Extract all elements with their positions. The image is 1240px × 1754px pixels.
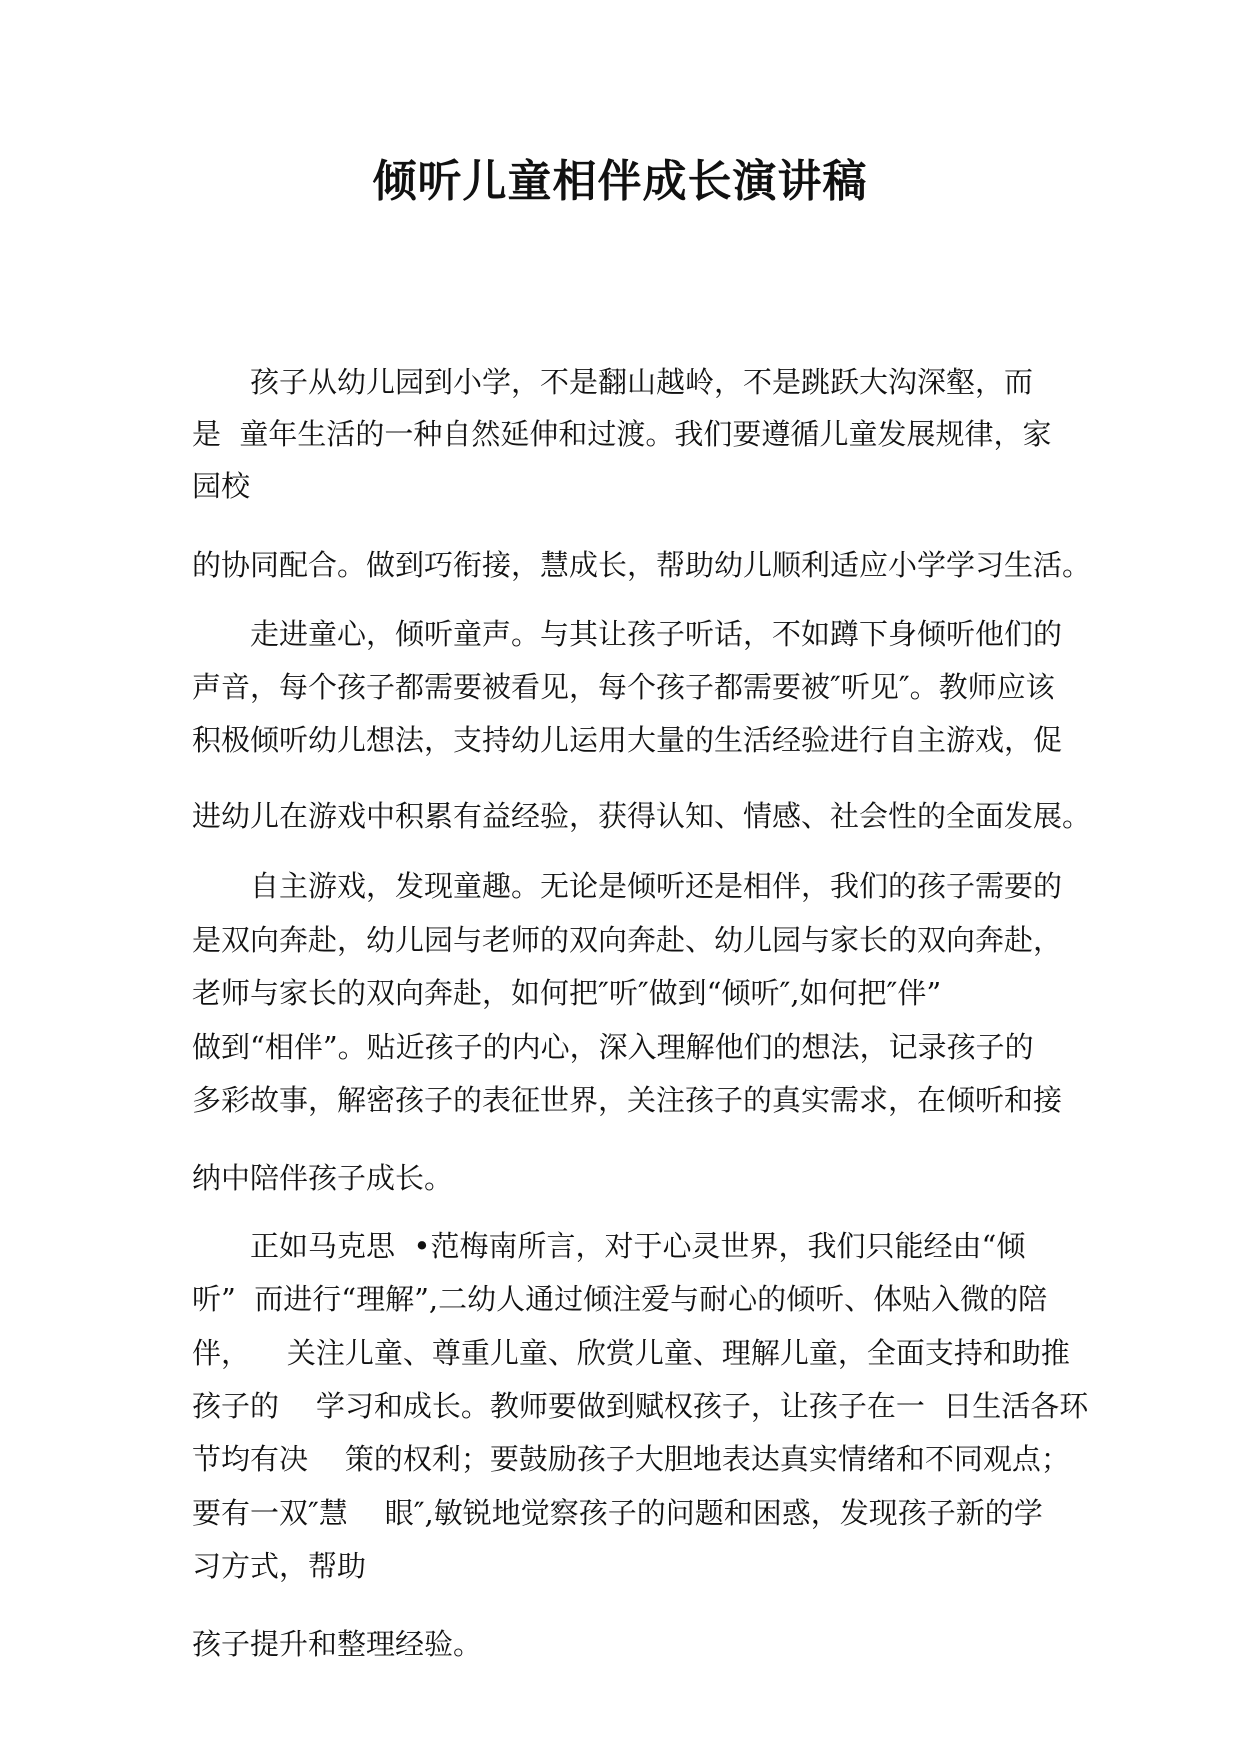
text-line-12: 做到“相伴”。贴近孩子的内心，深入理解他们的想法，记录孩子的 — [192, 1030, 1034, 1064]
text-line-11: 老师与家长的双向奔赴，如何把″听″做到“倾听″,如何把″伴” — [192, 976, 942, 1010]
document-title: 倾听儿童相伴成长演讲稿 — [372, 156, 868, 207]
text-line-21: 习方式，帮助 — [192, 1549, 367, 1583]
text-line-15: 正如马克思 •范梅南所言，对于心灵世界，我们只能经由“倾 — [250, 1229, 1026, 1263]
text-line-5: 走进童心，倾听童声。与其让孩子听话，不如蹲下身倾听他们的 — [250, 617, 1063, 651]
text-line-3: 园校 — [192, 469, 251, 503]
text-line-4: 的协同配合。做到巧衔接，慧成长，帮助幼儿顺利适应小学学习生活。 — [192, 548, 1092, 582]
text-line-8: 进幼儿在游戏中积累有益经验，获得认知、情感、社会性的全面发展。 — [192, 799, 1092, 833]
text-line-20: 要有一双″慧 眼″,敏锐地觉察孩子的问题和困惑，发现孩子新的学 — [192, 1496, 1043, 1530]
text-line-17: 伴， 关注儿童、尊重儿童、欣赏儿童、理解儿童，全面支持和助推 — [192, 1336, 1070, 1370]
text-line-19: 节均有决 策的权利；要鼓励孩子大胆地表达真实情绪和不同观点； — [192, 1442, 1070, 1476]
text-line-18: 孩子的 学习和成长。教师要做到赋权孩子，让孩子在一 日生活各环 — [192, 1389, 1089, 1423]
text-line-9: 自主游戏，发现童趣。无论是倾听还是相伴，我们的孩子需要的 — [250, 869, 1063, 903]
text-line-13: 多彩故事，解密孩子的表征世界，关注孩子的真实需求，在倾听和接 — [192, 1083, 1063, 1117]
text-line-1: 孩子从幼儿园到小学，不是翻山越岭，不是跳跃大沟深壑，而 — [250, 365, 1034, 399]
text-line-10: 是双向奔赴，幼儿园与老师的双向奔赴、幼儿园与家长的双向奔赴， — [192, 923, 1063, 957]
text-line-7: 积极倾听幼儿想法，支持幼儿运用大量的生活经验进行自主游戏，促 — [192, 723, 1063, 757]
text-line-6: 声音，每个孩子都需要被看见，每个孩子都需要被″听见″。教师应该 — [192, 670, 1055, 704]
text-line-2: 是 童年生活的一种自然延伸和过渡。我们要遵循儿童发展规律，家 — [192, 417, 1052, 451]
text-line-14: 纳中陪伴孩子成长。 — [192, 1161, 454, 1195]
text-line-16: 听” 而进行“理解”,二幼人通过倾注爱与耐心的倾听、体贴入微的陪 — [192, 1282, 1048, 1316]
text-line-22: 孩子提升和整理经验。 — [192, 1627, 483, 1661]
